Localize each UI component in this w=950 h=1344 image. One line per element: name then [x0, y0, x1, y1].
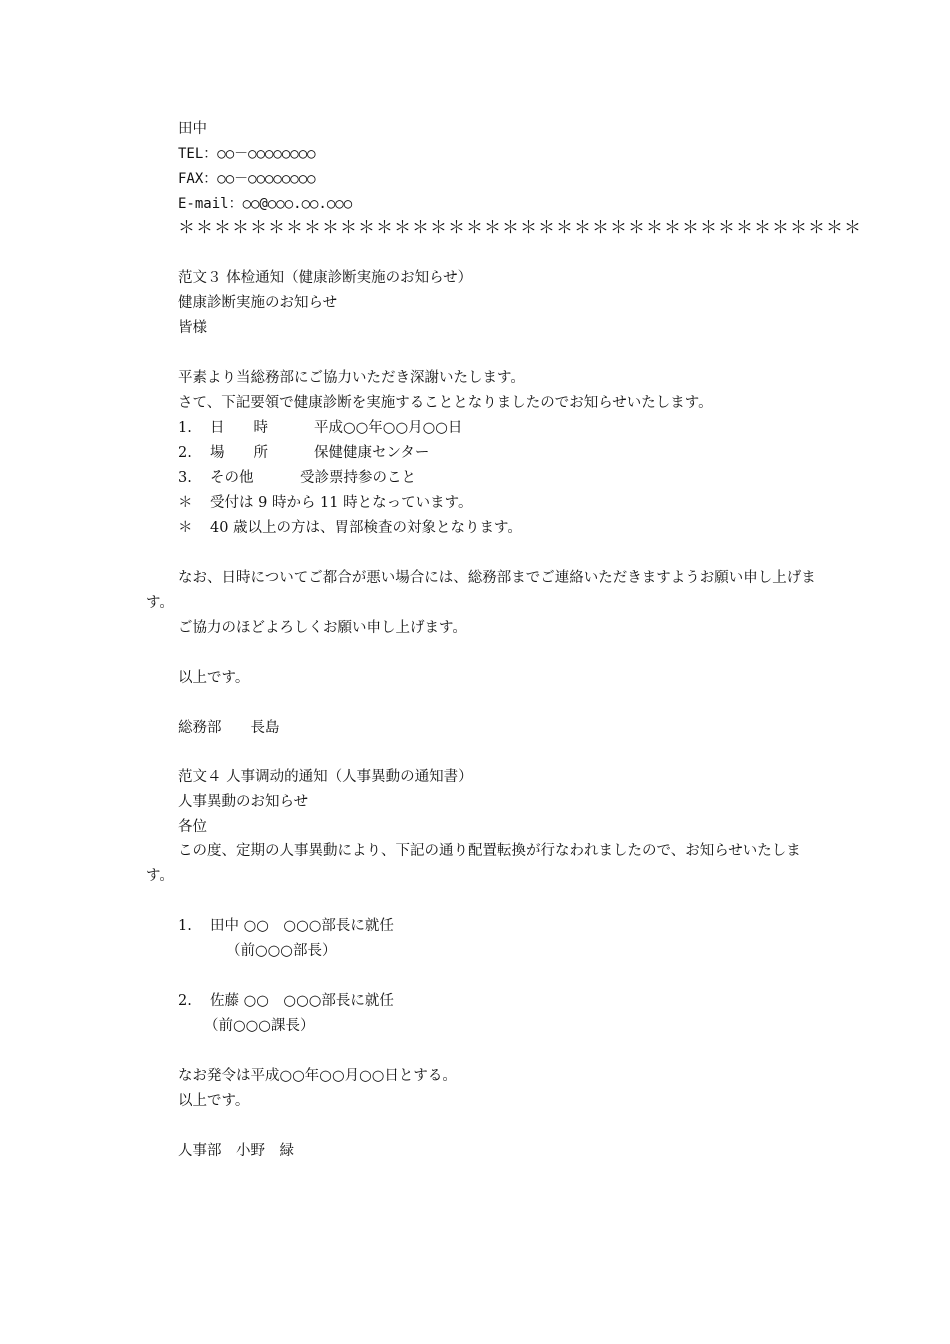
- sample4-heading: 范文４ 人事调动的通知（人事異動の通知書）: [178, 769, 473, 785]
- item-value: 保健健康センター: [314, 445, 430, 461]
- item-number: 2.: [178, 445, 192, 461]
- entry-previous-position: （前○○○部長）: [226, 943, 337, 959]
- contact-email: E-mail：○○@○○○.○○.○○○: [178, 196, 353, 212]
- sample4-title: 人事異動のお知らせ: [178, 794, 309, 810]
- sample3-para4: ご協力のほどよろしくお願い申し上げます。: [178, 620, 467, 636]
- sample3-para3: なお、日時についてご都合が悪い場合には、総務部までご連絡いただきますようお願い申し上げます。: [146, 570, 816, 611]
- sample3-salutation: 皆様: [178, 320, 207, 336]
- sample4-closing: 以上です。: [178, 1093, 250, 1109]
- entry-text: 田中 ○○ ○○○部長に就任: [210, 918, 394, 934]
- item-label: 日 時: [210, 420, 268, 436]
- item-value: 平成○○年○○月○○日: [314, 420, 463, 436]
- note-text: 40 歳以上の方は、胃部検査の対象となります。: [210, 520, 522, 536]
- note-mark: ＊: [178, 520, 193, 536]
- sample3-heading: 范文３ 体检通知（健康診断実施のお知らせ）: [178, 270, 473, 286]
- item-label: その他: [210, 470, 254, 486]
- sample4-para1: この度、定期の人事異動により、下記の通り配置転換が行なわれましたので、お知らせいたします。: [146, 843, 801, 884]
- sample4-signature: 人事部 小野 緑: [178, 1143, 294, 1159]
- item-number: 3.: [178, 470, 192, 486]
- sample3-closing: 以上です。: [178, 670, 250, 686]
- sample3-para2: さて、下記要領で健康診断を実施することとなりましたのでお知らせいたします。: [178, 395, 713, 411]
- entry-text: 佐藤 ○○ ○○○部長に就任: [210, 993, 394, 1009]
- item-label: 場 所: [210, 445, 268, 461]
- entry-previous-position: （前○○○課長）: [204, 1018, 315, 1034]
- item-value: 受診票持参のこと: [300, 470, 416, 486]
- sample4-para2: なお発令は平成○○年○○月○○日とする。: [178, 1068, 457, 1084]
- contact-name: 田中: [178, 121, 207, 137]
- entry-number: 1.: [178, 918, 192, 934]
- sample4-salutation: 各位: [178, 819, 207, 835]
- divider-stars: ＊＊＊＊＊＊＊＊＊＊＊＊＊＊＊＊＊＊＊＊＊＊＊＊＊＊＊＊＊＊＊＊＊＊＊＊＊＊: [178, 218, 862, 238]
- note-text: 受付は 9 時から 11 時となっています。: [210, 495, 473, 511]
- contact-fax: FAX：○○－○○○○○○○○: [178, 171, 316, 187]
- item-number: 1.: [178, 420, 192, 436]
- entry-number: 2.: [178, 993, 192, 1009]
- note-mark: ＊: [178, 495, 193, 511]
- contact-tel: TEL：○○－○○○○○○○○: [178, 146, 316, 162]
- sample3-signature: 総務部 長島: [178, 720, 280, 736]
- sample3-para1: 平素より当総務部にご協力いただき深謝いたします。: [178, 370, 525, 386]
- sample3-title: 健康診断実施のお知らせ: [178, 295, 338, 311]
